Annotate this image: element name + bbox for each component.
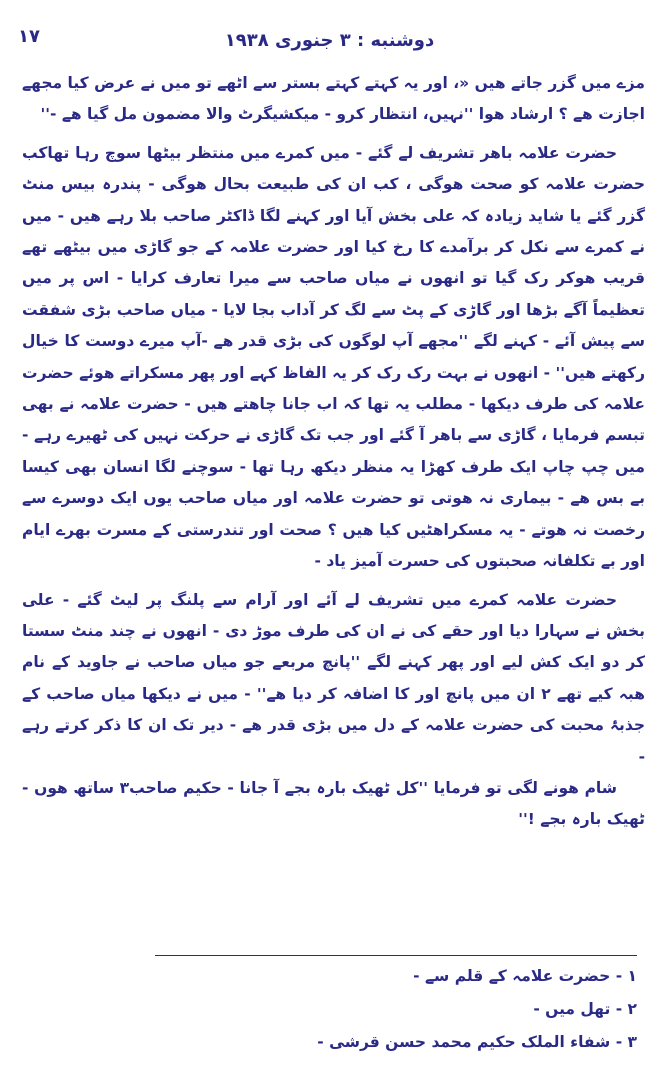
page-number: ١٧: [18, 26, 40, 47]
footnote: ۳ - شفاء الملک حکیم محمد حسن قرشی -: [317, 1033, 637, 1051]
footnote-divider: [155, 955, 637, 956]
paragraph: مزے میں گزر جاتے ھیں «، اور یہ کہتے کہتے بستر سے اٹھے تو میں نے عرض کیا مجھے اجازت ھے ؟ ارشاد ھوا ''نہیں، انتظار کرو - میکشیگرٹ والا مضمون مل گیا ھے -'': [22, 74, 645, 124]
paragraph: حضرت علامہ کمرے میں تشریف لے آئے اور آرام سے پلنگ پر لیٹ گئے - علی بخش نے سہارا دیا اور حقے کی نے ان کی طرف موڑ دی - انھوں نے چند منٹ سستا کر دو ایک کش لیے اور پھر کہنے لگے ''پانچ مربعے جو میاں صاحب نے جاوید کے نام ھبہ کیے تھے ۲ ان میں پانچ اور کا اضافہ کر دیا ھے'' - میں نے دیکھا میاں صاحب کے جذبۂ محبت کی حضرت علامہ کے دل میں بڑی قدر ھے - دیر تک ان کا ذکر کرتے رہے -: [22, 590, 645, 766]
running-head: دوشنبه : ۳ جنوری ۱۹۳۸: [224, 29, 435, 51]
page-header: [18, 26, 641, 54]
paragraph: حضرت علامہ باھر تشریف لے گئے - میں کمرے میں منتظر بیٹھا سوچ رہا تھاکب حضرت علامہ کو صحت ھوگی ، کب ان کی طبیعت بحال ھوگی - پندرہ بیس منٹ گزر گئے یا شاید زیادہ کہ علی بخش آیا اور کہنے لگا ڈاکٹر صاحب بلا رہے ھیں - میں نے کمرے سے نکل کر برآمدے کا رخ کیا اور حضرت علامہ کے جو گاڑی میں بیٹھے تھے قریب ھوکر رک گیا تو انھوں نے میاں صاحب سے میرا تعارف کرایا - اس پر میں تعظیماً آگے بڑھا اور گاڑی کے پٹ سے لگ کر آداب بجا لایا - میاں صاحب بڑی شفقت سے پیش آئے - کہنے لگے ''مجھے آپ لوگوں کی بڑی قدر ھے -آپ میرے دوست کا خیال رکھتے ھیں'' - انھوں نے بہت رک رک کر یہ الفاظ کہے اور پھر مسکراتے ھوئے حضرت علامہ کی طرف دیکھا - مطلب یہ تھا کہ اب جانا چاھتے ھیں - حضرت علامہ نے بھی تبسم فرمایا ، گاڑی سے باھر آ گئے اور جب تک گاڑی نے حرکت نہیں کی ٹھیرے رہے - میں چپ چاپ ایک طرف کھڑا یہ منظر دیکھ رہا تھا - سوچنے لگا انسان بھی کیسا بے بس ھے - بیماری نہ ھوتی تو حضرت علامہ اور میاں صاحب یوں ایک دوسرے سے رخصت نہ ھوتے - یہ مسکراھٹیں کیا ھیں ؟ صحت اور تندرستی کے مسرت بھرے ایام اور بے تکلفانہ صحبتوں کی حسرت آمیز یاد -: [22, 143, 645, 571]
body-text: [22, 68, 645, 836]
footnote: ۱ - حضرت علامہ کے قلم سے -: [413, 967, 637, 985]
footnotes: [22, 960, 637, 1059]
paragraph: شام ھونے لگی تو فرمایا ''کل ٹھیک بارہ بجے آ جانا - حکیم صاحب۳ ساتھ ھوں - ٹھیک بارہ بجے !'': [22, 778, 645, 829]
footnote: ۲ - تھل میں -: [533, 1000, 637, 1018]
